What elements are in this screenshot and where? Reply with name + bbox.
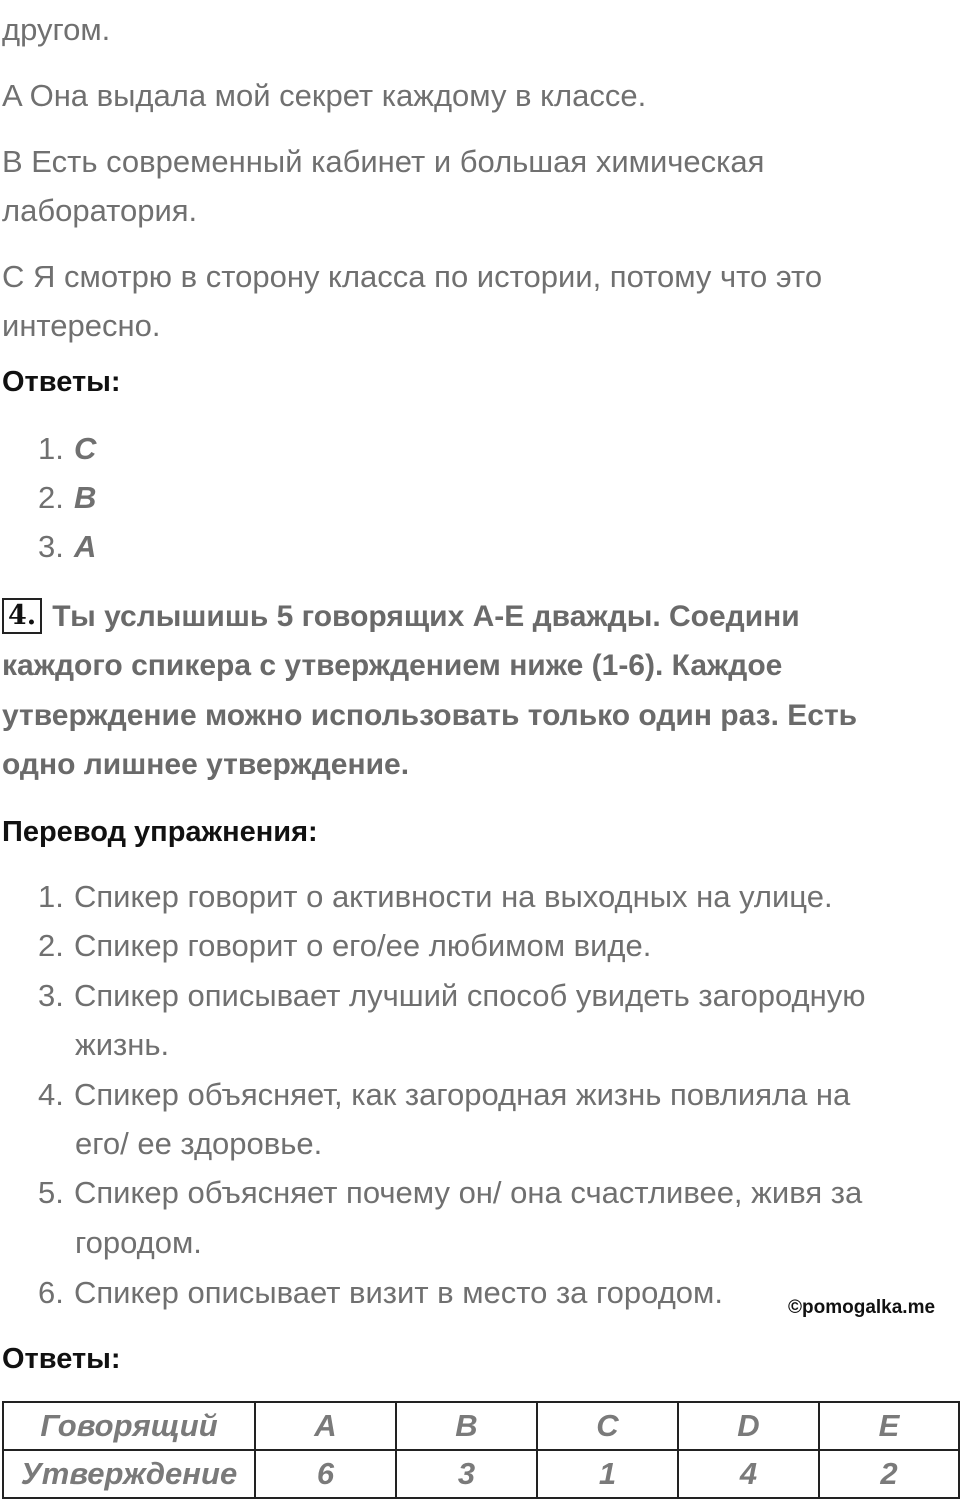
table-header-cell: E [819, 1402, 959, 1450]
item-text-cont: жизнь. [75, 1027, 170, 1062]
table-header-cell: C [537, 1402, 678, 1450]
item-text: Спикер описывает визит в место за городом. [74, 1275, 723, 1310]
answer-item [38, 429, 96, 469]
option-c: C Я смотрю в сторону класса по истории, потому что это [2, 259, 823, 294]
option-c-cont: интересно. [2, 308, 161, 343]
item-text: Спикер говорит о активности на выходных на улице. [74, 879, 833, 914]
task-line: утверждение можно использовать только один раз. Есть [2, 699, 858, 732]
translation-item [38, 877, 833, 917]
option-b-cont: лаборатория. [2, 193, 198, 228]
item-text: Спикер описывает лучший способ увидеть загородную [74, 978, 866, 1013]
answer-number: 3. [38, 529, 64, 564]
table-header-cell: B [396, 1402, 537, 1450]
answers-heading: Ответы: [2, 366, 121, 398]
table-cell: 3 [396, 1450, 537, 1498]
task-line: одно лишнее утверждение. [2, 748, 410, 781]
table-cell: 2 [819, 1450, 959, 1498]
item-number: 4. [38, 1077, 64, 1112]
answer-item [38, 527, 96, 567]
answer-number: 1. [38, 431, 64, 466]
task-line: каждого спикера с утверждением ниже (1-6). Каждое [2, 649, 783, 682]
answers-heading: Ответы: [2, 1343, 121, 1375]
watermark: ©pomogalka.me [788, 1297, 936, 1318]
item-text: Спикер говорит о его/ее любимом виде. [74, 928, 652, 963]
item-number: 5. [38, 1175, 64, 1210]
item-text: Спикер объясняет, как загородная жизнь повлияла на [74, 1077, 851, 1112]
item-number: 3. [38, 978, 64, 1013]
translation-item [38, 1173, 862, 1213]
item-number: 2. [38, 928, 64, 963]
task-text: Ты услышишь 5 говорящих A-E дважды. Соедини [52, 600, 800, 633]
option-a: A Она выдала мой секрет каждому в классе. [2, 78, 647, 113]
translation-item [38, 1075, 850, 1115]
translation-item [38, 976, 865, 1016]
intro-line: другом. [2, 12, 111, 47]
table-header-cell: Говорящий [3, 1402, 255, 1450]
translation-item [38, 926, 651, 966]
table-row [3, 1402, 959, 1450]
answer-value: A [74, 529, 97, 564]
table-header-cell: D [678, 1402, 819, 1450]
option-b: B Есть современный кабинет и большая химическая [2, 144, 765, 179]
item-number: 1. [38, 879, 64, 914]
item-text-cont: городом. [75, 1225, 202, 1260]
task-number-box: 4. [2, 598, 42, 634]
answer-item [38, 478, 96, 518]
task-line [2, 597, 800, 637]
translation-item [38, 1273, 723, 1313]
answer-value: C [74, 431, 97, 466]
answer-number: 2. [38, 480, 64, 515]
table-cell: 6 [255, 1450, 396, 1498]
table-row [3, 1450, 959, 1498]
table-cell: Утверждение [3, 1450, 255, 1498]
translation-heading: Перевод упражнения: [2, 816, 318, 848]
table-cell: 1 [537, 1450, 678, 1498]
item-text: Спикер объясняет почему он/ она счастливее, живя за [74, 1175, 863, 1210]
table-cell: 4 [678, 1450, 819, 1498]
answer-value: B [74, 480, 97, 515]
item-text-cont: его/ ее здоровье. [75, 1126, 323, 1161]
table-header-cell: A [255, 1402, 396, 1450]
answers-table [2, 1401, 960, 1499]
item-number: 6. [38, 1275, 64, 1310]
